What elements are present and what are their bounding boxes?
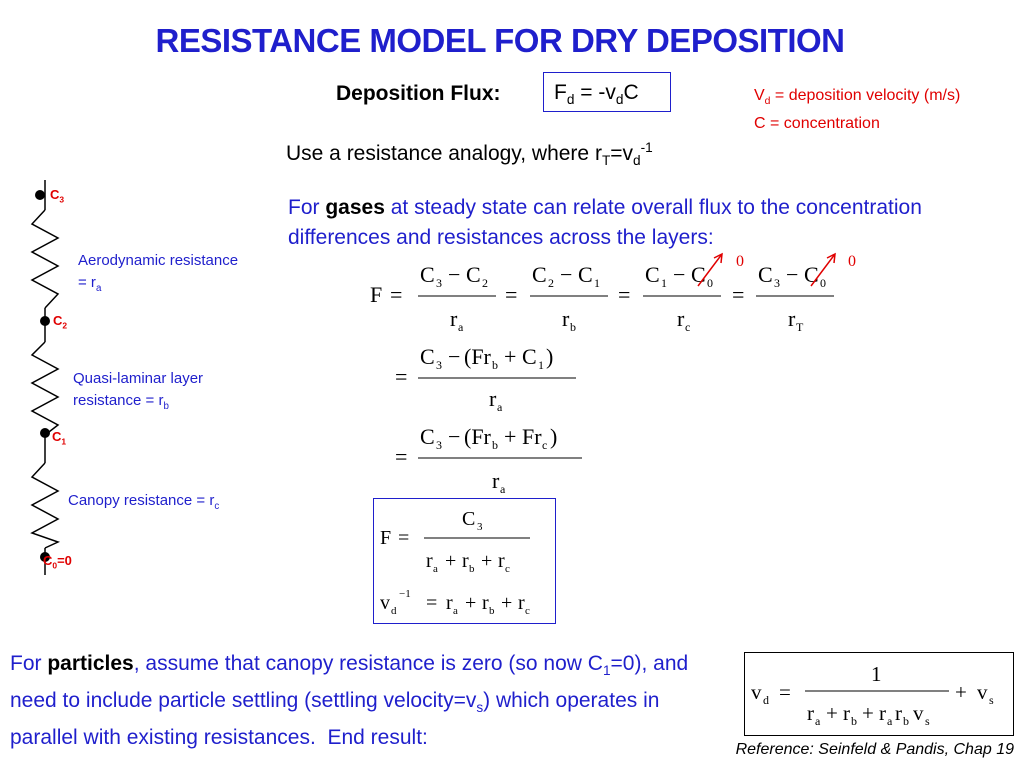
- definition-c: C = concentration: [754, 115, 880, 133]
- node-label-c1: $C_1$: [52, 429, 67, 447]
- svg-text:r: r: [462, 550, 469, 572]
- particle-result-box: [744, 652, 1014, 736]
- svg-text:−: −: [448, 262, 461, 287]
- svg-text:=: =: [732, 282, 745, 307]
- svg-text:(Fr: (Fr: [464, 344, 491, 369]
- svg-text:c: c: [542, 438, 548, 452]
- svg-text:F: F: [380, 527, 392, 549]
- label-quasi-laminar: Quasi-laminar layer resistance = $r_b$: [73, 370, 204, 412]
- svg-text:C: C: [462, 508, 476, 530]
- svg-text:C: C: [466, 262, 481, 287]
- flux-equations: [360, 252, 880, 497]
- flux-formula-box: [543, 72, 671, 112]
- svg-text:b: b: [489, 605, 495, 617]
- node-label-c3: $C_3$: [50, 187, 65, 205]
- svg-text:+: +: [445, 550, 457, 572]
- page-title: RESISTANCE MODEL FOR DRY DEPOSITION: [155, 22, 845, 59]
- svg-text:r: r: [788, 306, 796, 331]
- zero-annotation-2: 0: [848, 253, 856, 270]
- svg-text:r: r: [518, 592, 525, 614]
- svg-text:−: −: [448, 344, 461, 369]
- node-label-c2: $C_2$: [53, 313, 68, 331]
- svg-text:+: +: [826, 701, 838, 725]
- svg-text:a: a: [497, 400, 503, 414]
- svg-text:=: =: [390, 282, 403, 307]
- svg-text:b: b: [469, 563, 475, 575]
- node-c2: [40, 316, 50, 326]
- svg-text:C: C: [420, 262, 435, 287]
- svg-text:r: r: [446, 592, 453, 614]
- svg-text:−: −: [448, 424, 461, 449]
- svg-text:+: +: [862, 701, 874, 725]
- resistor-ra: [32, 210, 58, 308]
- particles-paragraph: For particles, assume that canopy resistance is zero (so now $C_1=0$), and need to include particle settling (settling $velocity=v_s$) which operates in parallel with existing resistances. End result:: [10, 652, 689, 750]
- svg-text:r: r: [482, 592, 489, 614]
- svg-text:C: C: [420, 424, 435, 449]
- svg-text:1: 1: [594, 276, 600, 290]
- svg-text:0: 0: [707, 276, 713, 290]
- svg-text:b: b: [492, 438, 498, 452]
- svg-text:2: 2: [548, 276, 554, 290]
- svg-text:a: a: [500, 482, 506, 496]
- svg-text:b: b: [851, 714, 857, 728]
- svg-text:a: a: [453, 605, 458, 617]
- svg-text:+: +: [465, 592, 477, 614]
- svg-text:−1: −1: [399, 588, 411, 600]
- svg-text:3: 3: [436, 438, 442, 452]
- svg-text:r: r: [879, 701, 886, 725]
- svg-text:+: +: [504, 424, 517, 449]
- svg-text:3: 3: [436, 276, 442, 290]
- svg-text:1: 1: [871, 662, 882, 686]
- svg-text:r: r: [895, 701, 902, 725]
- svg-text:a: a: [433, 563, 438, 575]
- svg-text:d: d: [763, 693, 769, 707]
- analogy-text: Use a resistance analogy, where $r_T=v_d^{-1}$: [286, 140, 653, 169]
- svg-text:+: +: [955, 680, 967, 704]
- svg-text:T: T: [796, 320, 804, 334]
- svg-text:3: 3: [774, 276, 780, 290]
- svg-text:C: C: [804, 262, 819, 287]
- svg-text:c: c: [505, 563, 510, 575]
- svg-text:3: 3: [436, 358, 442, 372]
- svg-text:c: c: [685, 320, 691, 334]
- result-equations: [374, 499, 554, 621]
- node-label-c0: $C_0=0$: [43, 553, 72, 571]
- svg-text:r: r: [843, 701, 850, 725]
- svg-text:r: r: [492, 468, 500, 493]
- flux-formula: $F_d = -v_dC$: [554, 81, 639, 108]
- svg-text:s: s: [989, 693, 994, 707]
- svg-text:0: 0: [820, 276, 826, 290]
- svg-text:C: C: [532, 262, 547, 287]
- svg-text:+: +: [501, 592, 513, 614]
- svg-text:F: F: [370, 282, 383, 307]
- svg-text:Fr: Fr: [522, 424, 542, 449]
- svg-text:v: v: [751, 680, 762, 704]
- svg-text:C: C: [420, 344, 435, 369]
- resistor-rb: [32, 342, 58, 435]
- zero-annotation-1: 0: [736, 253, 744, 270]
- svg-text:c: c: [525, 605, 530, 617]
- svg-text:): ): [550, 424, 558, 449]
- svg-text:2: 2: [482, 276, 488, 290]
- svg-text:C: C: [758, 262, 773, 287]
- svg-text:a: a: [815, 714, 821, 728]
- gases-paragraph: [288, 193, 988, 253]
- gases-prefix: For: [288, 196, 320, 219]
- svg-text:+: +: [481, 550, 493, 572]
- svg-text:=: =: [395, 364, 408, 389]
- label-aerodynamic: Aerodynamic resistance = $r_a$: [78, 252, 239, 294]
- gases-suffix: at steady state can relate overall flux to the concentration differences and resistances across the layers:: [288, 196, 922, 249]
- node-c1: [40, 428, 50, 438]
- svg-text:1: 1: [538, 358, 544, 372]
- svg-text:b: b: [492, 358, 498, 372]
- definitions: [754, 85, 960, 135]
- svg-text:(Fr: (Fr: [464, 424, 491, 449]
- svg-text:=: =: [505, 282, 518, 307]
- svg-text:C: C: [522, 344, 537, 369]
- svg-text:C: C: [578, 262, 593, 287]
- svg-text:1: 1: [661, 276, 667, 290]
- svg-text:d: d: [391, 605, 397, 617]
- svg-text:3: 3: [477, 521, 483, 533]
- svg-text:C: C: [691, 262, 706, 287]
- particle-result-equation: [745, 653, 1011, 733]
- svg-text:v: v: [913, 701, 924, 725]
- svg-text:+: +: [504, 344, 517, 369]
- label-canopy: Canopy resistance = $r_c$: [68, 492, 220, 512]
- svg-text:=: =: [398, 527, 410, 549]
- flux-label: Deposition Flux:: [336, 82, 501, 105]
- result-box: [373, 498, 556, 624]
- node-c3: [35, 190, 45, 200]
- svg-text:=: =: [426, 592, 438, 614]
- resistor-rc: [32, 463, 58, 548]
- svg-text:s: s: [925, 714, 930, 728]
- svg-text:v: v: [977, 680, 988, 704]
- svg-text:−: −: [673, 262, 686, 287]
- definition-vd: $V_d$ = deposition velocity (m/s): [754, 87, 961, 108]
- gases-keyword: gases: [325, 196, 385, 219]
- svg-text:=: =: [395, 444, 408, 469]
- svg-text:=: =: [618, 282, 631, 307]
- svg-text:b: b: [903, 714, 909, 728]
- svg-text:=: =: [779, 680, 791, 704]
- svg-text:r: r: [562, 306, 570, 331]
- svg-text:−: −: [560, 262, 573, 287]
- reference: Reference: Seinfeld & Pandis, Chap 19: [735, 741, 1014, 758]
- svg-text:r: r: [677, 306, 685, 331]
- svg-text:a: a: [458, 320, 464, 334]
- svg-text:r: r: [426, 550, 433, 572]
- svg-text:r: r: [489, 386, 497, 411]
- svg-text:v: v: [380, 592, 390, 614]
- svg-text:−: −: [786, 262, 799, 287]
- svg-text:r: r: [807, 701, 814, 725]
- svg-text:r: r: [498, 550, 505, 572]
- svg-text:C: C: [645, 262, 660, 287]
- svg-text:r: r: [450, 306, 458, 331]
- svg-text:): ): [546, 344, 554, 369]
- svg-text:b: b: [570, 320, 576, 334]
- svg-text:a: a: [887, 714, 893, 728]
